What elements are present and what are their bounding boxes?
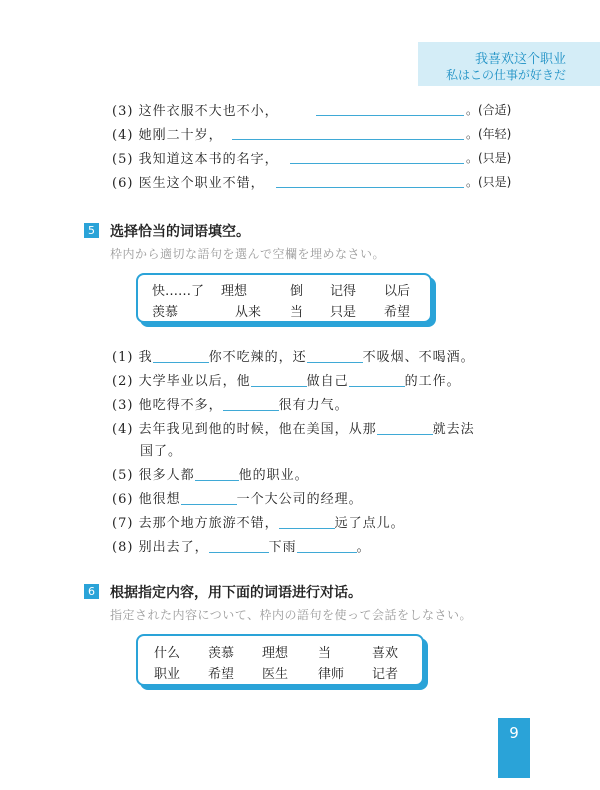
- item-text: 就去法: [432, 422, 475, 437]
- item-text: 我: [138, 350, 153, 365]
- item-number: (1): [112, 350, 134, 365]
- exercise-item-continued: [140, 440, 182, 459]
- item-text: 别出去了，: [138, 540, 209, 555]
- answer-blank[interactable]: [195, 466, 239, 481]
- word-option: 当: [290, 305, 304, 320]
- word-option: 律师: [318, 667, 345, 682]
- item-text: 做自己: [306, 374, 349, 389]
- item-text: 去年我见到他的时候，他在美国，从那: [138, 422, 377, 437]
- item-hint: 。(只是): [466, 151, 512, 165]
- exercise-item: [112, 172, 265, 191]
- exercise-item: [112, 488, 363, 507]
- word-option: 记者: [372, 667, 399, 682]
- answer-blank[interactable]: [290, 149, 464, 164]
- word-option: 喜欢: [372, 646, 399, 661]
- word-option: 从来: [235, 305, 262, 320]
- item-number: (3): [112, 104, 134, 119]
- word-option: 羡慕: [152, 305, 179, 320]
- word-option: 职业: [154, 667, 181, 682]
- item-text: 下雨: [268, 540, 297, 555]
- item-text: 他很想: [138, 492, 181, 507]
- word-option: 羡慕: [208, 646, 235, 661]
- word-option: 理想: [262, 646, 289, 661]
- item-number: (6): [112, 176, 134, 191]
- answer-blank[interactable]: [316, 101, 464, 116]
- answer-blank[interactable]: [223, 396, 279, 411]
- word-option: 记得: [330, 284, 357, 299]
- item-text: 医生这个职业不错，: [138, 176, 265, 191]
- word-option: 以后: [384, 284, 411, 299]
- item-hint: 。(年轻): [466, 127, 512, 141]
- item-text: 国了。: [140, 444, 183, 459]
- answer-blank[interactable]: [209, 538, 269, 553]
- answer-blank[interactable]: [279, 514, 335, 529]
- item-text: 这件衣服不大也不小，: [138, 104, 279, 119]
- word-option: 医生: [262, 667, 289, 682]
- item-text: 他的职业。: [238, 468, 309, 483]
- item-number: (4): [112, 128, 134, 143]
- item-hint: 。(只是): [466, 175, 512, 189]
- page-number: 9: [498, 718, 530, 778]
- item-number: (7): [112, 516, 134, 531]
- word-option: 快……了: [152, 284, 205, 299]
- item-text: 我知道这本书的名字，: [138, 152, 279, 167]
- exercise-item: [112, 346, 475, 365]
- word-option: 什么: [154, 646, 181, 661]
- word-option: 希望: [208, 667, 235, 682]
- item-text: 你不吃辣的，还: [208, 350, 307, 365]
- section-subtitle: 指定された内容について、枠内の語句を使って会話をしなさい。: [110, 608, 473, 622]
- section-number: 5: [84, 223, 99, 238]
- exercise-item: [112, 394, 349, 413]
- section-number: 6: [84, 584, 99, 599]
- answer-blank[interactable]: [276, 173, 464, 188]
- item-text: 大学毕业以后，他: [138, 374, 251, 389]
- answer-blank[interactable]: [251, 372, 307, 387]
- exercise-item: [112, 100, 279, 119]
- item-text: 。: [356, 540, 371, 555]
- exercise-item: [112, 124, 223, 143]
- answer-blank[interactable]: [181, 490, 237, 505]
- exercise-item: [112, 464, 309, 483]
- word-option: 倒: [290, 284, 304, 299]
- exercise-item: [112, 536, 371, 555]
- item-text: 他吃得不多，: [138, 398, 223, 413]
- answer-blank[interactable]: [307, 348, 363, 363]
- word-option: 当: [318, 646, 332, 661]
- answer-blank[interactable]: [349, 372, 405, 387]
- item-number: (3): [112, 398, 134, 413]
- item-text: 去那个地方旅游不错，: [138, 516, 279, 531]
- answer-blank[interactable]: [297, 538, 357, 553]
- answer-blank[interactable]: [232, 125, 464, 140]
- answer-blank[interactable]: [377, 420, 433, 435]
- item-text: 不吸烟、不喝酒。: [362, 350, 475, 365]
- section-subtitle: 枠内から適切な語句を選んで空欄を埋めなさい。: [110, 247, 386, 261]
- exercise-item: [112, 148, 279, 167]
- exercise-item: [112, 370, 461, 389]
- item-text: 一个大公司的经理。: [236, 492, 363, 507]
- word-option: 只是: [330, 305, 357, 320]
- item-number: (2): [112, 374, 134, 389]
- word-option: 希望: [384, 305, 411, 320]
- answer-blank[interactable]: [153, 348, 209, 363]
- exercise-item: [112, 418, 475, 437]
- lesson-subtitle: 私はこの仕事が好きだ: [445, 68, 566, 82]
- item-number: (5): [112, 152, 134, 167]
- item-text: 远了点儿。: [334, 516, 405, 531]
- item-hint: 。(合适): [466, 103, 512, 117]
- item-number: (5): [112, 468, 134, 483]
- item-text: 的工作。: [404, 374, 461, 389]
- word-option: 理想: [221, 284, 248, 299]
- lesson-title: 我喜欢这个职业: [474, 52, 566, 67]
- section-title: 选择恰当的词语填空。: [110, 224, 250, 240]
- item-text: 很多人都: [138, 468, 195, 483]
- item-number: (8): [112, 540, 134, 555]
- item-number: (6): [112, 492, 134, 507]
- item-text: 她刚二十岁，: [138, 128, 223, 143]
- item-number: (4): [112, 422, 134, 437]
- section-title: 根据指定内容，用下面的词语进行对话。: [110, 585, 362, 601]
- item-text: 很有力气。: [278, 398, 349, 413]
- exercise-item: [112, 512, 405, 531]
